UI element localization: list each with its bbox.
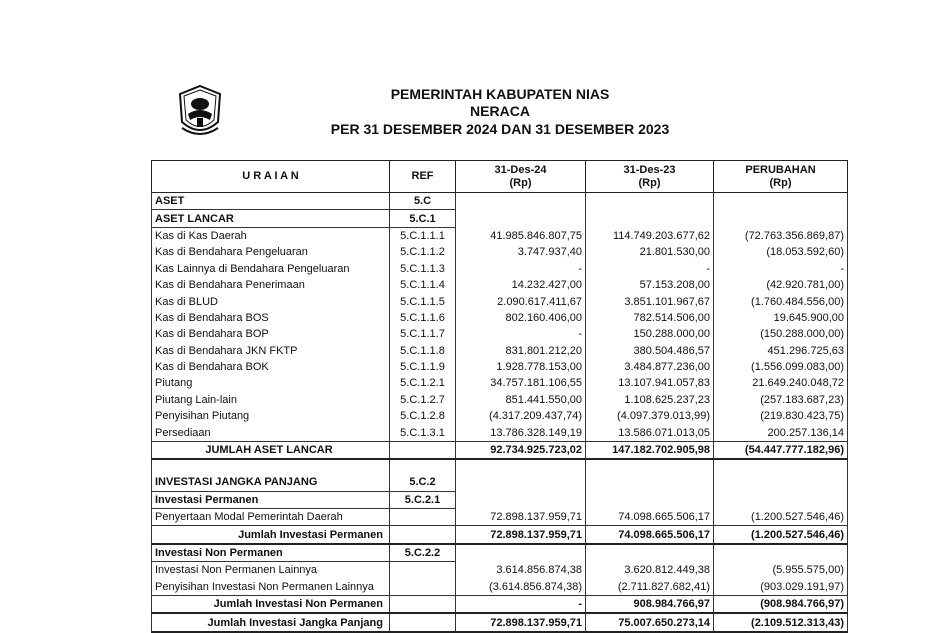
row-ref: 5.C.1.3.1 [390, 424, 456, 441]
row-change: (1.556.099.083,00) [714, 359, 848, 375]
row-change: (257.183.687,23) [714, 392, 848, 408]
report-title: NERACA [470, 103, 530, 119]
row-label: Kas Lainnya di Bendahara Pengeluaran [152, 261, 390, 277]
table-row [152, 595, 848, 613]
row-ref: 5.C [390, 193, 456, 210]
header-2023: 31-Des-23 (Rp) [586, 161, 714, 193]
row-value-2024: 92.734.925.723,02 [456, 441, 586, 459]
row-value-2023: - [586, 261, 714, 277]
row-change: (1.200.527.546,46) [714, 509, 848, 526]
row-ref: 5.C.1.1.3 [390, 261, 456, 277]
row-label: Penyertaan Modal Pemerintah Daerah [152, 509, 390, 526]
row-value-2023: 380.504.486,57 [586, 343, 714, 359]
row-value-2024: 851.441.550,00 [456, 392, 586, 408]
row-value-2024: 72.898.137.959,71 [456, 613, 586, 631]
row-value-2024: - [456, 261, 586, 277]
row-value-2024: 13.786.328.149,19 [456, 424, 586, 441]
row-label: Persediaan [152, 424, 390, 441]
row-ref [390, 526, 456, 544]
row-ref: 5.C.1.1.6 [390, 310, 456, 326]
header-2024: 31-Des-24 (Rp) [456, 161, 586, 193]
row-value-2023 [586, 193, 714, 210]
row-value-2024: 3.747.937,40 [456, 244, 586, 260]
row-value-2024: 41.985.846.807,75 [456, 227, 586, 244]
row-value-2024: 14.232.427,00 [456, 277, 586, 293]
row-value-2024: - [456, 595, 586, 613]
row-change: 200.257.136,14 [714, 424, 848, 441]
table-row [152, 474, 848, 491]
row-value-2024: 72.898.137.959,71 [456, 526, 586, 544]
row-change: (2.109.512.313,43) [714, 613, 848, 631]
row-value-2023: 908.984.766,97 [586, 595, 714, 613]
row-change: (18.053.592,60) [714, 244, 848, 260]
row-value-2023: 1.108.625.237,23 [586, 392, 714, 408]
row-value-2024 [456, 193, 586, 210]
table-row [152, 293, 848, 309]
row-value-2023: 3.620.812.449,38 [586, 562, 714, 579]
row-ref: 5.C.1.1.9 [390, 359, 456, 375]
row-value-2023: 147.182.702.905,98 [586, 441, 714, 459]
row-value-2024 [456, 491, 586, 508]
row-value-2023: 13.107.941.057,83 [586, 375, 714, 391]
row-ref [390, 459, 456, 474]
table-row [152, 424, 848, 441]
row-ref [390, 562, 456, 579]
row-value-2023: 13.586.071.013,05 [586, 424, 714, 441]
table-row [152, 277, 848, 293]
row-label: Kas di Bendahara BOK [152, 359, 390, 375]
row-label: Kas di Bendahara JKN FKTP [152, 343, 390, 359]
row-label: Jumlah Investasi Permanen [152, 526, 390, 544]
row-value-2024: - [456, 326, 586, 342]
table-row [152, 227, 848, 244]
table-row [152, 392, 848, 408]
table-row [152, 579, 848, 596]
header-perubahan: PERUBAHAN (Rp) [714, 161, 848, 193]
row-ref [390, 595, 456, 613]
row-label [152, 459, 390, 474]
row-value-2023: 3.484.877.236,00 [586, 359, 714, 375]
row-value-2024: 1.928.778.153,00 [456, 359, 586, 375]
row-change [714, 193, 848, 210]
row-value-2023: (2.711.827.682,41) [586, 579, 714, 596]
row-value-2023 [586, 459, 714, 474]
row-ref [390, 579, 456, 596]
row-change [714, 474, 848, 491]
row-label: Jumlah Investasi Non Permanen [152, 595, 390, 613]
header-uraian: U R A I A N [152, 161, 390, 193]
row-ref: 5.C.1.1.4 [390, 277, 456, 293]
row-label: Penyisihan Piutang [152, 408, 390, 424]
table-row [152, 544, 848, 562]
row-change: (150.288.000,00) [714, 326, 848, 342]
row-ref: 5.C.1.2.8 [390, 408, 456, 424]
row-label: Kas di Bendahara BOS [152, 310, 390, 326]
row-value-2024: 802.160.406,00 [456, 310, 586, 326]
row-ref [390, 509, 456, 526]
table-row [152, 193, 848, 210]
row-change [714, 459, 848, 474]
row-ref: 5.C.1.1.8 [390, 343, 456, 359]
row-value-2023 [586, 491, 714, 508]
row-value-2023: 21.801.530,00 [586, 244, 714, 260]
balance-sheet-table [151, 160, 848, 633]
table-row [152, 441, 848, 459]
row-value-2023: 74.098.665.506,17 [586, 509, 714, 526]
row-value-2023: 114.749.203.677,62 [586, 227, 714, 244]
row-value-2023: 3.851.101.967,67 [586, 293, 714, 309]
row-label: Kas di Bendahara Pengeluaran [152, 244, 390, 260]
table-row [152, 526, 848, 544]
row-ref: 5.C.1 [390, 210, 456, 227]
row-label: ASET LANCAR [152, 210, 390, 227]
row-value-2024 [456, 210, 586, 227]
row-change: (1.760.484.556,00) [714, 293, 848, 309]
row-ref: 5.C.2.1 [390, 491, 456, 508]
row-label: Piutang Lain-lain [152, 392, 390, 408]
table-row [152, 562, 848, 579]
report-period: PER 31 DESEMBER 2024 DAN 31 DESEMBER 2023 [330, 121, 670, 137]
table-row [152, 261, 848, 277]
row-value-2023 [586, 210, 714, 227]
table-row [152, 359, 848, 375]
row-label: Piutang [152, 375, 390, 391]
row-change: - [714, 261, 848, 277]
header-ref: REF [390, 161, 456, 193]
row-value-2023 [586, 544, 714, 562]
row-value-2024: 831.801.212,20 [456, 343, 586, 359]
table-row [152, 459, 848, 474]
row-label: Investasi Non Permanen [152, 544, 390, 562]
row-value-2024 [456, 459, 586, 474]
row-change: (1.200.527.546,46) [714, 526, 848, 544]
table-row [152, 509, 848, 526]
row-value-2023 [586, 474, 714, 491]
row-value-2024: (3.614.856.874,38) [456, 579, 586, 596]
row-label: Investasi Non Permanen Lainnya [152, 562, 390, 579]
row-change: 451.296.725,63 [714, 343, 848, 359]
row-ref [390, 441, 456, 459]
row-label: Kas di BLUD [152, 293, 390, 309]
row-change [714, 210, 848, 227]
row-value-2024: 2.090.617.411,67 [456, 293, 586, 309]
row-value-2023: 74.098.665.506,17 [586, 526, 714, 544]
row-ref: 5.C.1.1.1 [390, 227, 456, 244]
row-change: (42.920.781,00) [714, 277, 848, 293]
row-ref: 5.C.1.1.5 [390, 293, 456, 309]
government-name: PEMERINTAH KABUPATEN NIAS [390, 86, 610, 102]
row-label: Jumlah Investasi Jangka Panjang [152, 613, 390, 631]
row-label: ASET [152, 193, 390, 210]
row-value-2024 [456, 544, 586, 562]
row-value-2024 [456, 474, 586, 491]
row-ref: 5.C.1.2.1 [390, 375, 456, 391]
table-row [152, 408, 848, 424]
table-row [152, 244, 848, 260]
row-change: 21.649.240.048,72 [714, 375, 848, 391]
row-value-2024: 72.898.137.959,71 [456, 509, 586, 526]
row-ref: 5.C.2 [390, 474, 456, 491]
row-ref: 5.C.1.2.7 [390, 392, 456, 408]
row-ref: 5.C.2.2 [390, 544, 456, 562]
row-value-2024: 34.757.181.106,55 [456, 375, 586, 391]
document-header [300, 86, 700, 139]
row-value-2023: 150.288.000,00 [586, 326, 714, 342]
row-label: JUMLAH ASET LANCAR [152, 441, 390, 459]
row-change: (219.830.423,75) [714, 408, 848, 424]
row-change: (54.447.777.182,96) [714, 441, 848, 459]
row-label: Penyisihan Investasi Non Permanen Lainnya [152, 579, 390, 596]
row-change: (903.029.191,97) [714, 579, 848, 596]
row-change [714, 544, 848, 562]
row-label: INVESTASI JANGKA PANJANG [152, 474, 390, 491]
row-ref: 5.C.1.1.7 [390, 326, 456, 342]
row-ref: 5.C.1.1.2 [390, 244, 456, 260]
row-value-2023: 782.514.506,00 [586, 310, 714, 326]
table-row [152, 491, 848, 508]
row-label: Investasi Permanen [152, 491, 390, 508]
row-label: Kas di Bendahara BOP [152, 326, 390, 342]
table-row [152, 326, 848, 342]
table-row [152, 375, 848, 391]
row-value-2023: (4.097.379.013,99) [586, 408, 714, 424]
row-change: (5.955.575,00) [714, 562, 848, 579]
table-header-row [152, 161, 848, 193]
row-change [714, 491, 848, 508]
row-label: Kas di Bendahara Penerimaan [152, 277, 390, 293]
row-value-2023: 57.153.208,00 [586, 277, 714, 293]
row-label: Kas di Kas Daerah [152, 227, 390, 244]
row-value-2024: 3.614.856.874,38 [456, 562, 586, 579]
row-change: (72.763.356.869,87) [714, 227, 848, 244]
table-row [152, 210, 848, 227]
table-row [152, 343, 848, 359]
row-value-2023: 75.007.650.273,14 [586, 613, 714, 631]
kabupaten-nias-emblem [176, 84, 224, 140]
row-value-2024: (4.317.209.437,74) [456, 408, 586, 424]
row-change: (908.984.766,97) [714, 595, 848, 613]
row-change: 19.645.900,00 [714, 310, 848, 326]
table-row [152, 310, 848, 326]
